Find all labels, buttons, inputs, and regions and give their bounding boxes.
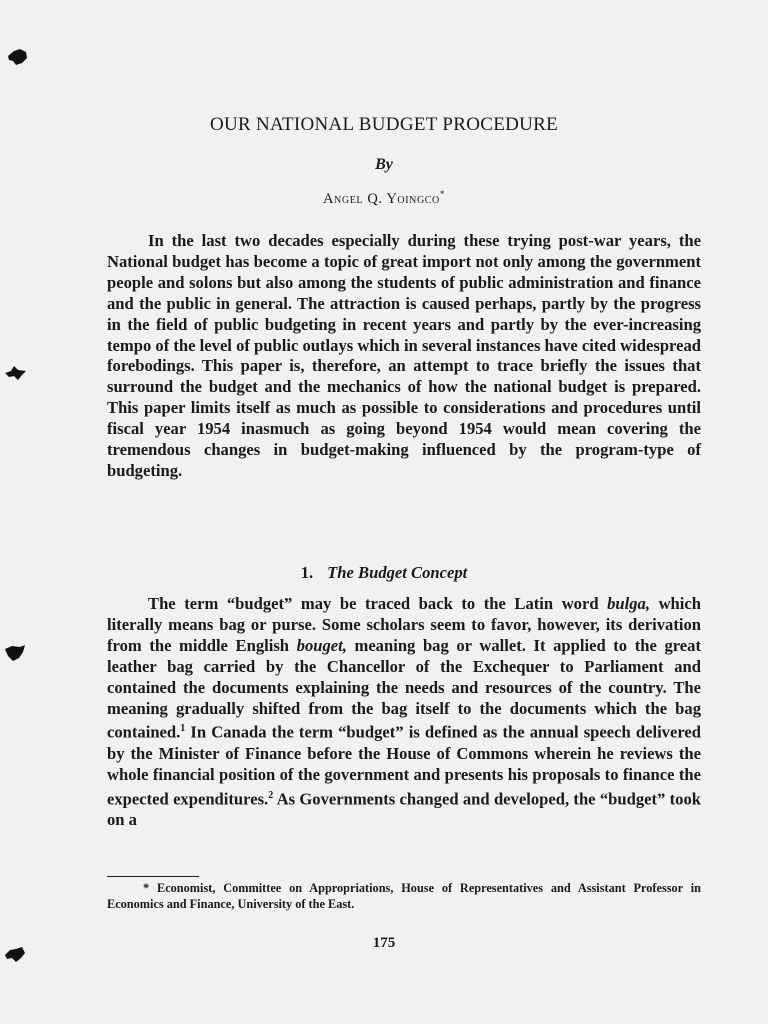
text-run: The term “budget” may be traced back to the Latin word: [148, 594, 608, 613]
english-term: bouget,: [296, 635, 347, 655]
section-number: 1.: [300, 563, 314, 582]
budget-concept-paragraph: [107, 594, 701, 831]
page-number: 175: [372, 935, 396, 951]
text-run: In Canada the term “budget” is defined as the annual speech delivered by the Minister of Finance before the House of Commons wherein he reviews the whole financial position of the government and presents his proposals to finance the expected expenditures.: [107, 722, 701, 809]
binding-hole-mark: [4, 365, 28, 381]
section-heading: [0, 563, 768, 583]
author-footnote-mark: *: [439, 189, 445, 199]
latin-term: bulga,: [607, 594, 651, 613]
footnote-text: Economist, Committee on Appropriations, House of Representatives and Assistant Professor in Economics and Finance, University of the East.: [107, 881, 701, 911]
byline: By: [375, 156, 393, 173]
section-title: The Budget Concept: [327, 563, 468, 582]
text-run: As Governments changed and developed, the “budget” took on a: [107, 789, 701, 830]
footnote-ref: 1: [180, 723, 186, 735]
footnote: [107, 880, 701, 912]
footnote-rule: [107, 876, 199, 877]
text-run: which literally means bag or purse. Some scholars seem to favor, however, its derivation from the middle English: [107, 594, 701, 655]
author-text: Angel Q. Yoingco: [322, 190, 440, 207]
footnote-mark: *: [143, 881, 150, 895]
binding-hole-mark: [4, 644, 26, 662]
article-title: OUR NATIONAL BUDGET PROCEDURE: [209, 114, 559, 135]
binding-hole-mark: [6, 48, 28, 66]
author-name: [0, 189, 768, 208]
footnote-ref: 2: [268, 789, 274, 801]
text-run: meaning bag or wallet. It applied to the great leather bag carried by the Chancellor of the Exchequer to Parliament and contained the documents explaining the needs and resources of the country. The meaning gradually shifted from the bag itself to the documents which the bag contained.: [107, 635, 701, 742]
intro-paragraph: In the last two decades especially during these trying post-war years, the National budget has become a topic of great import not only among the government people and solons but also among the students of public administration and finance and the public in general. The attraction is caused perhaps, partly by the progress in the field of public budgeting in recent years and partly by the ever-increasing tempo of the level of public outlays which in several instances have cited widespread forebodings. This paper is, therefore, an attempt to trace briefly the issues that surround the budget and the mechanics of how the national budget is prepared. This paper limits itself as much as possible to considerations and procedures until fiscal year 1954 inasmuch as going beyond 1954 would mean covering the tremendous changes in budget-making influenced by the program-type of budgeting.: [107, 231, 701, 480]
